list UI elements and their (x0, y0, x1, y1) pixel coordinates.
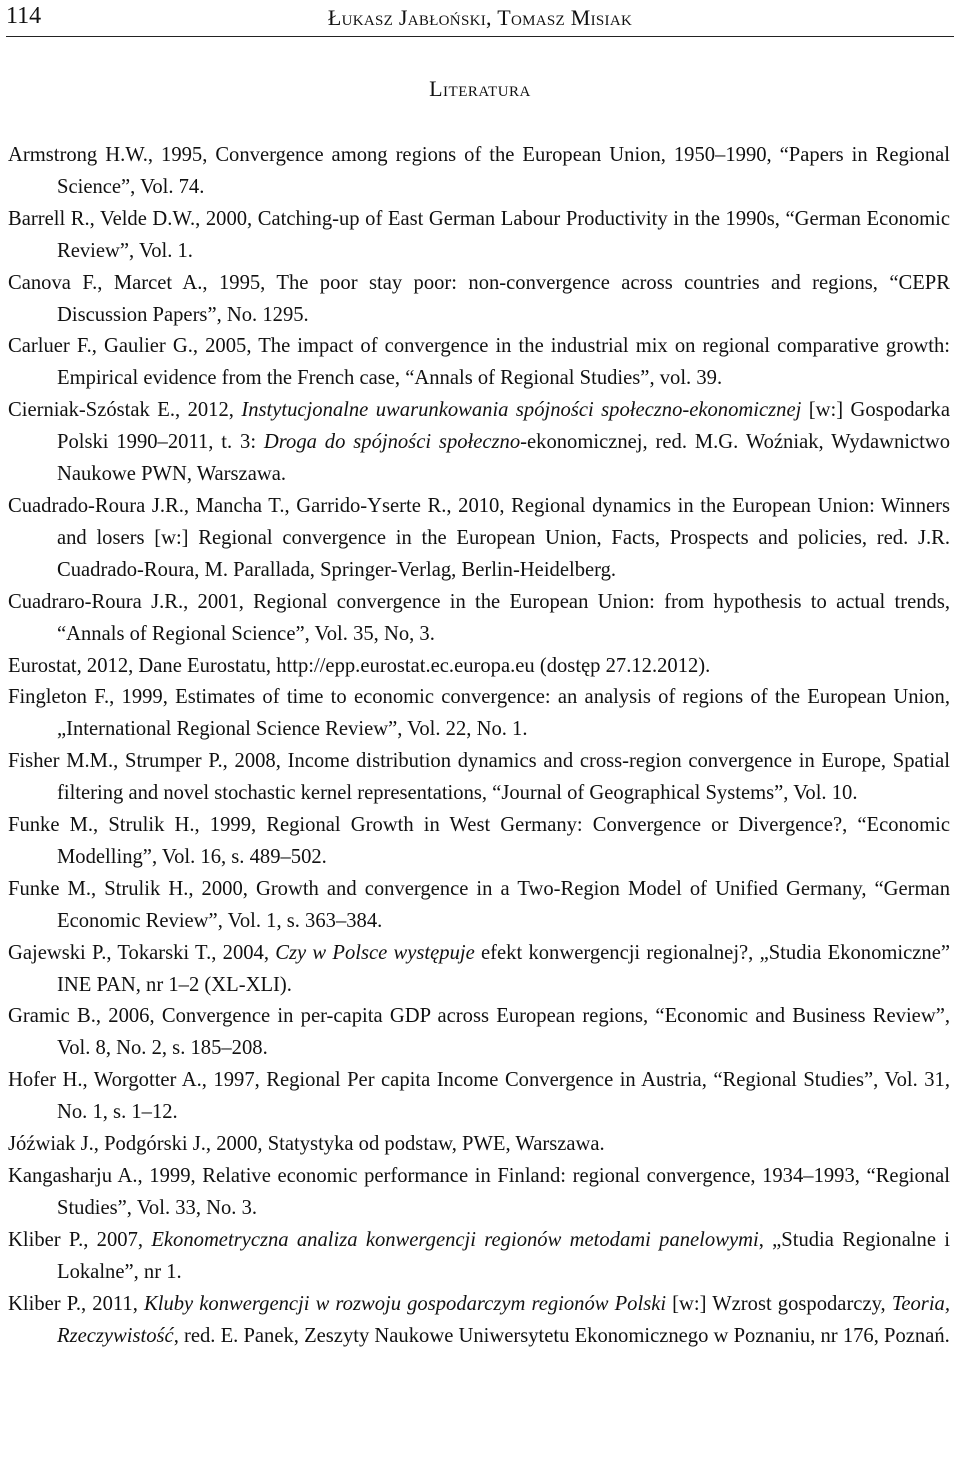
reference-text: Funke M., Strulik H., 1999, Regional Growth in West Germany: Convergence or Divergence?, “Economic Modelling”, Vol. 16, s. 489–502. (8, 814, 950, 868)
reference-entry (8, 331, 950, 395)
reference-text: ekonomicznej, red. M.G. Woźniak, Wydawnictwo Naukowe PWN, Warszawa. (57, 431, 951, 486)
reference-text: Kliber P., 2007, (8, 1228, 152, 1251)
reference-list (8, 140, 950, 1352)
reference-entry (8, 1225, 950, 1289)
reference-text: Jóźwiak J., Podgórski J., 2000, Statystyka od podstaw, PWE, Warszawa. (8, 1133, 605, 1156)
reference-entry (8, 938, 950, 1002)
reference-text: Fisher M.M., Strumper P., 2008, Income distribution dynamics and cross-region convergence in Europe, Spatial filtering and novel stochastic kernel representations, “Journal of Geographical Systems”, Vol. 10. (8, 750, 950, 805)
reference-text: Armstrong H.W., 1995, Convergence among regions of the European Union, 1950–1990, “Papers in Regional Science”, Vol. 74. (8, 144, 950, 198)
reference-text: Cierniak-Szóstak E., 2012, (8, 399, 242, 422)
reference-entry (8, 204, 950, 268)
reference-italic-text: Ekonometryczna analiza konwergencji regionów metodami panelowymi (151, 1228, 759, 1251)
reference-entry (8, 1001, 950, 1065)
reference-text: Gajewski P., Tokarski T., 2004, (8, 941, 276, 964)
reference-entry (8, 491, 950, 587)
reference-entry (8, 746, 950, 810)
reference-text: [w:] Wzrost gospodarczy, (666, 1292, 892, 1315)
header-authors: Łukasz Jabłoński, Tomasz Misiak (327, 5, 633, 30)
running-head (6, 0, 954, 37)
reference-text: Barrell R., Velde D.W., 2000, Catching-up of East German Labour Productivity in the 1990s, “German Economic Review”, Vol. 1. (8, 207, 950, 262)
reference-entry (8, 682, 950, 746)
reference-text: Cuadrado-Roura J.R., Mancha T., Garrido-Yserte R., 2010, Regional dynamics in the European Union: Winners and losers [w:] Regional convergence in the European Union, Facts, Prospects and policies, red. J.R. Cuadrado-Roura, M. Parallada, Springer-Verlag, Berlin-Heidelberg. (8, 494, 950, 581)
reference-entry (8, 587, 950, 651)
reference-entry (8, 395, 950, 491)
reference-entry (8, 874, 950, 938)
section-title: Literatura (429, 76, 531, 101)
reference-italic-text: Teoria, Rzeczywistość (57, 1292, 950, 1347)
reference-text: Eurostat, 2012, Dane Eurostatu, http://epp.eurostat.ec.europa.eu (dostęp 27.12.2012). (8, 654, 711, 677)
reference-text: efekt konwergencji regionalnej?, „Studia Ekonomiczne” INE PAN, nr 1–2 (XL-XLI). (57, 941, 950, 996)
reference-entry (8, 1161, 950, 1225)
reference-text: Carluer F., Gaulier G., 2005, The impact of convergence in the industrial mix on regional comparative growth: Empirical evidence from the French case, “Annals of Regional Studies”, vol. 39. (8, 335, 950, 390)
reference-text: Kliber P., 2011, (8, 1292, 144, 1315)
reference-text: Hofer H., Worgotter A., 1997, Regional Per capita Income Convergence in Austria, “Regional Studies”, Vol. 31, No. 1, s. 1–12. (8, 1069, 950, 1124)
page-number: 114 (6, 3, 42, 29)
reference-entry (8, 1129, 950, 1161)
reference-entry (8, 140, 950, 204)
reference-italic-text: Kluby konwergencji w rozwoju gospodarczym regionów Polski (143, 1292, 667, 1315)
reference-italic-text: Instytucjonalne uwarunkowania spójności społeczno-ekonomicznej (241, 399, 802, 422)
reference-entry (8, 1065, 950, 1129)
reference-italic-text: Czy w Polsce występuje (275, 941, 475, 964)
reference-text: Fingleton F., 1999, Estimates of time to economic convergence: an analysis of regions of the European Union, „International Regional Science Review”, Vol. 22, No. 1. (8, 686, 950, 741)
reference-italic-text: Droga do spójności społeczno- (263, 431, 528, 454)
reference-text: Cuadraro-Roura J.R., 2001, Regional convergence in the European Union: from hypothesis to actual trends, “Annals of Regional Science”, Vol. 35, No, 3. (8, 590, 950, 645)
reference-text: Gramic B., 2006, Convergence in per-capita GDP across European regions, “Economic and Business Review”, Vol. 8, No. 2, s. 185–208. (8, 1005, 950, 1060)
reference-text: Kangasharju A., 1999, Relative economic performance in Finland: regional convergence, 1934–1993, “Regional Studies”, Vol. 33, No. 3. (8, 1165, 950, 1219)
reference-text: Funke M., Strulik H., 2000, Growth and convergence in a Two-Region Model of Unified Germany, “German Economic Review”, Vol. 1, s. 363–384. (8, 877, 950, 932)
reference-entry (8, 1289, 950, 1353)
reference-entry (8, 268, 950, 332)
reference-text: Canova F., Marcet A., 1995, The poor stay poor: non-convergence across countries and regions, “CEPR Discussion Papers”, No. 1295. (8, 271, 950, 326)
reference-entry (8, 651, 950, 683)
reference-text: , red. E. Panek, Zeszyty Naukowe Uniwersytetu Ekonomicznego w Poznaniu, nr 176, Poznań. (173, 1324, 950, 1347)
reference-text: , „Studia Regionalne i Lokalne”, nr 1. (57, 1228, 951, 1283)
reference-entry (8, 810, 950, 874)
reference-text: [w:] Gospodarka Polski 1990–2011, t. 3: (57, 399, 950, 454)
